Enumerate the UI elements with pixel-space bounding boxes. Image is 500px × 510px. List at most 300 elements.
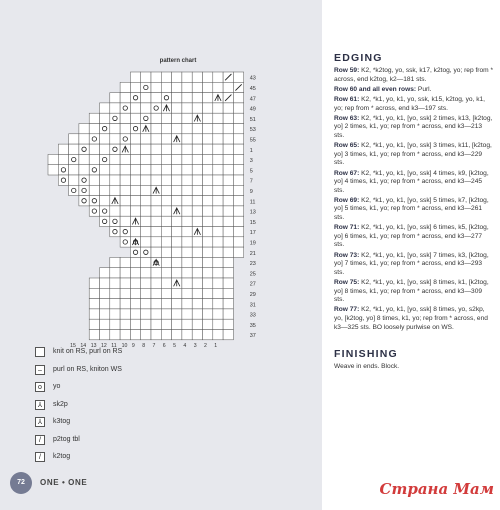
chart-col-label: 12 bbox=[101, 342, 107, 349]
chart-cell bbox=[223, 134, 233, 144]
chart-row-label: 51 bbox=[249, 116, 256, 123]
chart-cell bbox=[58, 175, 68, 185]
chart-cell bbox=[151, 206, 161, 216]
chart-cell bbox=[110, 154, 120, 164]
chart-cell bbox=[151, 288, 161, 298]
chart-row-label: 11 bbox=[249, 199, 256, 206]
chart-cell bbox=[203, 330, 213, 340]
edging-row bbox=[334, 279, 494, 305]
chart-cell bbox=[223, 196, 233, 206]
chart-cell bbox=[130, 103, 140, 113]
chart-cell bbox=[192, 309, 202, 319]
chart-cell bbox=[161, 319, 171, 329]
legend-label: sk2p bbox=[53, 400, 68, 408]
chart-cell bbox=[110, 103, 120, 113]
finishing-text: Weave in ends. Block. bbox=[334, 363, 400, 371]
chart-row-label: 25 bbox=[249, 271, 256, 278]
row-text: K2, *k1, yo, k1, [yo, ssk] 8 times, k1, [k2tog, yo] 8 times, k1, yo; rep from * across, end k3—309 sts. bbox=[334, 279, 489, 304]
chart-cell bbox=[172, 309, 182, 319]
chart-cell bbox=[141, 113, 151, 123]
chart-cell bbox=[151, 237, 161, 247]
chart-cell bbox=[120, 319, 130, 329]
legend-label: yo bbox=[53, 383, 61, 390]
chart-cell bbox=[213, 165, 223, 175]
chart-cell bbox=[141, 278, 151, 288]
chart-cell bbox=[192, 134, 202, 144]
chart-cell bbox=[213, 330, 223, 340]
chart-cell bbox=[161, 72, 171, 82]
legend-label: purl on RS, kniton WS bbox=[53, 365, 122, 373]
chart-cell bbox=[58, 144, 68, 154]
chart-cell bbox=[151, 134, 161, 144]
chart-cell bbox=[151, 278, 161, 288]
legend-item bbox=[35, 347, 235, 359]
chart-cell bbox=[120, 206, 130, 216]
chart-cell bbox=[182, 113, 192, 123]
chart-col-label: 7 bbox=[152, 342, 156, 349]
chart-cell bbox=[213, 288, 223, 298]
chart-cell bbox=[203, 103, 213, 113]
chart-cell bbox=[192, 124, 202, 134]
chart-cell bbox=[110, 113, 120, 123]
page-number: 72 bbox=[10, 472, 32, 494]
chart-cell bbox=[120, 278, 130, 288]
chart-cell bbox=[120, 288, 130, 298]
chart-cell bbox=[151, 247, 161, 257]
chart-cell bbox=[203, 196, 213, 206]
chart-cell bbox=[161, 175, 171, 185]
chart-cell bbox=[151, 93, 161, 103]
chart-cell bbox=[161, 93, 171, 103]
chart-row-label: 15 bbox=[249, 219, 256, 226]
chart-cell bbox=[110, 165, 120, 175]
chart-row-label: 55 bbox=[249, 137, 256, 144]
chart-cell bbox=[79, 196, 89, 206]
chart-row-label: 43 bbox=[249, 75, 256, 82]
chart-cell bbox=[161, 237, 171, 247]
chart-cell bbox=[110, 124, 120, 134]
chart-cell bbox=[161, 288, 171, 298]
row-label: Row 63: bbox=[334, 114, 360, 122]
chart-cell bbox=[192, 144, 202, 154]
chart-cell bbox=[110, 144, 120, 154]
chart-cell bbox=[130, 124, 140, 134]
chart-cell bbox=[192, 175, 202, 185]
chart-cell bbox=[213, 72, 223, 82]
chart-cell bbox=[192, 216, 202, 226]
chart-cell bbox=[130, 299, 140, 309]
chart-cell bbox=[213, 319, 223, 329]
chart-cell bbox=[100, 278, 110, 288]
chart-cell bbox=[110, 278, 120, 288]
chart-cell bbox=[120, 165, 130, 175]
chart-cell bbox=[141, 154, 151, 164]
chart-cell bbox=[172, 330, 182, 340]
chart-cell bbox=[79, 134, 89, 144]
legend-symbol-icon: o bbox=[35, 382, 45, 392]
chart-cell bbox=[110, 319, 120, 329]
chart-cell bbox=[223, 330, 233, 340]
legend-item bbox=[35, 382, 235, 394]
chart-cell bbox=[192, 288, 202, 298]
chart-cell bbox=[89, 196, 99, 206]
chart-cell bbox=[89, 175, 99, 185]
chart-cell bbox=[203, 93, 213, 103]
chart-col-label: 11 bbox=[111, 342, 117, 349]
chart-cell bbox=[141, 330, 151, 340]
instructions-column bbox=[334, 52, 494, 373]
chart-cell bbox=[182, 134, 192, 144]
chart-cell bbox=[192, 154, 202, 164]
chart-cell bbox=[130, 134, 140, 144]
chart-cell bbox=[172, 72, 182, 82]
legend-item bbox=[35, 417, 235, 429]
chart-cell bbox=[89, 165, 99, 175]
chart-cell bbox=[151, 216, 161, 226]
chart-cell bbox=[151, 72, 161, 82]
row-label: Row 69: bbox=[334, 196, 360, 204]
chart-cell bbox=[233, 237, 243, 247]
chart-cell bbox=[182, 268, 192, 278]
chart-cell bbox=[161, 299, 171, 309]
chart-cell bbox=[141, 185, 151, 195]
chart-cell bbox=[161, 268, 171, 278]
chart-cell bbox=[233, 206, 243, 216]
chart-cell bbox=[120, 82, 130, 92]
chart-cell bbox=[213, 82, 223, 92]
chart-cell bbox=[182, 185, 192, 195]
chart-cell bbox=[141, 299, 151, 309]
chart-cell bbox=[161, 257, 171, 267]
chart-cell bbox=[110, 216, 120, 226]
chart-cell bbox=[110, 185, 120, 195]
chart-cell bbox=[79, 154, 89, 164]
chart-cell bbox=[89, 144, 99, 154]
chart-cell bbox=[130, 330, 140, 340]
chart-cell bbox=[172, 113, 182, 123]
chart-cell bbox=[233, 134, 243, 144]
chart-cell bbox=[100, 165, 110, 175]
chart-cell bbox=[223, 299, 233, 309]
chart-cell bbox=[172, 247, 182, 257]
chart-cell bbox=[233, 185, 243, 195]
chart-title: pattern chart bbox=[159, 58, 197, 64]
chart-cell bbox=[151, 144, 161, 154]
row-label: Row 59: bbox=[334, 67, 360, 74]
chart-cell bbox=[130, 309, 140, 319]
chart-row-label: 1 bbox=[249, 147, 253, 154]
chart-cell bbox=[110, 268, 120, 278]
chart-cell bbox=[203, 113, 213, 123]
chart-cell bbox=[203, 72, 213, 82]
legend-symbol-icon: / bbox=[35, 452, 45, 462]
chart-cell bbox=[172, 216, 182, 226]
chart-cell bbox=[100, 309, 110, 319]
chart-cell bbox=[192, 268, 202, 278]
chart-cell bbox=[182, 299, 192, 309]
chart-cell bbox=[130, 206, 140, 216]
chart-col-label: 14 bbox=[80, 342, 87, 349]
finishing-heading: FINISHING bbox=[334, 348, 398, 361]
chart-cell bbox=[213, 196, 223, 206]
chart-cell bbox=[130, 185, 140, 195]
book-title: ONE • ONE bbox=[40, 478, 88, 487]
chart-cell bbox=[223, 227, 233, 237]
chart-cell bbox=[151, 319, 161, 329]
chart-cell bbox=[182, 257, 192, 267]
chart-cell bbox=[141, 93, 151, 103]
chart-cell bbox=[110, 175, 120, 185]
chart-cell bbox=[182, 206, 192, 216]
chart-cell bbox=[151, 309, 161, 319]
chart-cell bbox=[172, 268, 182, 278]
chart-cell bbox=[233, 124, 243, 134]
chart-cell bbox=[203, 319, 213, 329]
chart-cell bbox=[161, 82, 171, 92]
chart-cell bbox=[233, 175, 243, 185]
chart-cell bbox=[233, 154, 243, 164]
chart-cell bbox=[130, 268, 140, 278]
edging-row bbox=[334, 142, 494, 168]
chart-cell bbox=[100, 299, 110, 309]
chart-row-label: 9 bbox=[249, 189, 253, 196]
chart-cell bbox=[141, 257, 151, 267]
chart-cell bbox=[182, 175, 192, 185]
chart-cell bbox=[172, 237, 182, 247]
chart-cell bbox=[223, 309, 233, 319]
chart-cell bbox=[130, 93, 140, 103]
chart-row-label: 35 bbox=[249, 322, 256, 329]
row-label: Row 61: bbox=[334, 95, 360, 103]
chart-cell bbox=[130, 165, 140, 175]
chart-cell bbox=[58, 154, 68, 164]
chart-col-label: 6 bbox=[162, 342, 166, 349]
chart-cell bbox=[192, 93, 202, 103]
chart-row-label: 27 bbox=[249, 281, 256, 288]
chart-cell bbox=[79, 165, 89, 175]
chart-cell bbox=[182, 82, 192, 92]
chart-row-label: 47 bbox=[249, 96, 256, 103]
chart-cell bbox=[223, 319, 233, 329]
chart-cell bbox=[130, 72, 140, 82]
chart-row-label: 49 bbox=[249, 106, 256, 113]
chart-cell bbox=[141, 268, 151, 278]
chart-cell bbox=[141, 319, 151, 329]
chart-cell bbox=[100, 288, 110, 298]
chart-cell bbox=[89, 154, 99, 164]
chart-cell bbox=[69, 185, 79, 195]
chart-cell bbox=[233, 93, 243, 103]
chart-col-label: 13 bbox=[90, 342, 97, 349]
chart-cell bbox=[100, 154, 110, 164]
chart-cell bbox=[120, 309, 130, 319]
chart-cell bbox=[141, 82, 151, 92]
chart-cell bbox=[110, 93, 120, 103]
chart-cell bbox=[233, 72, 243, 82]
chart-cell bbox=[172, 299, 182, 309]
chart-cell bbox=[213, 278, 223, 288]
chart-cell bbox=[161, 144, 171, 154]
chart-cell bbox=[213, 227, 223, 237]
watermark-logo: Страна Мам bbox=[379, 480, 494, 498]
chart-cell bbox=[172, 319, 182, 329]
chart-cell bbox=[141, 237, 151, 247]
chart-cell bbox=[110, 206, 120, 216]
chart-cell bbox=[89, 330, 99, 340]
chart-row-label: 3 bbox=[249, 158, 253, 165]
chart-cell bbox=[213, 185, 223, 195]
row-text: K2, *k1, yo, k1, [yo, ssk] 8 times, yo, s2kp, yo, [k2tog, yo] 8 times, k1, yo; rep from * across, end k3—325 sts. BO loosely purlwise on WS. bbox=[334, 306, 488, 331]
chart-cell bbox=[130, 257, 140, 267]
chart-cell bbox=[69, 175, 79, 185]
legend-symbol-icon: – bbox=[35, 365, 45, 375]
chart-cell bbox=[141, 227, 151, 237]
chart-cell bbox=[192, 72, 202, 82]
chart-cell bbox=[161, 309, 171, 319]
edging-row bbox=[334, 224, 494, 250]
pattern-chart bbox=[40, 68, 272, 349]
edging-row bbox=[334, 197, 494, 223]
chart-row-label: 31 bbox=[249, 302, 256, 309]
chart-cell bbox=[192, 165, 202, 175]
chart-cell bbox=[223, 237, 233, 247]
chart-cell bbox=[192, 206, 202, 216]
chart-cell bbox=[213, 124, 223, 134]
row-label: Row 60 and all even rows: bbox=[334, 85, 417, 93]
chart-cell bbox=[223, 257, 233, 267]
chart-cell bbox=[182, 319, 192, 329]
chart-row-label: 21 bbox=[249, 250, 256, 257]
chart-cell bbox=[151, 82, 161, 92]
chart-cell bbox=[203, 216, 213, 226]
chart-cell bbox=[151, 124, 161, 134]
chart-cell bbox=[213, 247, 223, 257]
chart-cell bbox=[172, 144, 182, 154]
chart-cell bbox=[182, 72, 192, 82]
row-text: K2, *k1, yo, k1, [yo, ssk] 2 times, k13, [k2tog, yo] 2 times, k1, yo; rep from * across, end k3—213 sts. bbox=[334, 114, 493, 139]
chart-cell bbox=[213, 257, 223, 267]
chart-cell bbox=[203, 227, 213, 237]
chart-cell bbox=[141, 165, 151, 175]
chart-cell bbox=[223, 103, 233, 113]
chart-row-label: 29 bbox=[249, 292, 256, 299]
chart-col-label: 5 bbox=[173, 342, 176, 349]
chart-cell bbox=[151, 330, 161, 340]
chart-cell bbox=[172, 103, 182, 113]
chart-cell bbox=[203, 247, 213, 257]
chart-cell bbox=[110, 299, 120, 309]
edging-row bbox=[334, 306, 494, 332]
edging-row bbox=[334, 67, 494, 84]
chart-cell bbox=[192, 185, 202, 195]
chart-cell bbox=[161, 206, 171, 216]
chart-cell bbox=[89, 185, 99, 195]
chart-cell bbox=[182, 278, 192, 288]
row-text: K2, *k1, yo, k1, yo, ssk, k15, k2tog, yo, k1, yo; rep from * across, end k3—197 sts. bbox=[334, 95, 485, 112]
chart-cell bbox=[100, 330, 110, 340]
chart-cell bbox=[192, 319, 202, 329]
chart-cell bbox=[172, 82, 182, 92]
chart-cell bbox=[120, 93, 130, 103]
chart-cell bbox=[182, 154, 192, 164]
legend-item bbox=[35, 400, 235, 412]
chart-cell bbox=[233, 216, 243, 226]
chart-cell bbox=[182, 247, 192, 257]
chart-cell bbox=[213, 103, 223, 113]
chart-cell bbox=[79, 124, 89, 134]
chart-cell bbox=[182, 227, 192, 237]
chart-cell bbox=[100, 196, 110, 206]
chart-cell bbox=[161, 247, 171, 257]
chart-cell bbox=[58, 165, 68, 175]
row-text: K2, *k1, yo, k1, [yo, ssk] 4 times, k9, [k2tog, yo] 4 times, k1, yo; rep from * across, end k3—245 sts. bbox=[334, 169, 489, 194]
chart-cell bbox=[141, 134, 151, 144]
chart-cell bbox=[110, 134, 120, 144]
chart-cell bbox=[69, 154, 79, 164]
chart-row-label: 13 bbox=[249, 209, 256, 216]
chart-cell bbox=[182, 288, 192, 298]
chart-cell bbox=[203, 124, 213, 134]
chart-cell bbox=[120, 196, 130, 206]
edging-row bbox=[334, 115, 494, 141]
legend-label: k3tog bbox=[53, 418, 71, 425]
chart-cell bbox=[89, 124, 99, 134]
chart-cell bbox=[192, 237, 202, 247]
chart-cell bbox=[141, 288, 151, 298]
chart-cell bbox=[130, 319, 140, 329]
chart-cell bbox=[223, 288, 233, 298]
chart-cell bbox=[69, 165, 79, 175]
chart-cell bbox=[100, 206, 110, 216]
chart-cell bbox=[213, 154, 223, 164]
chart-cell bbox=[110, 288, 120, 298]
chart-cell bbox=[130, 82, 140, 92]
chart-cell bbox=[182, 216, 192, 226]
chart-cell bbox=[213, 299, 223, 309]
chart-cell bbox=[141, 247, 151, 257]
chart-cell bbox=[161, 227, 171, 237]
chart-cell bbox=[233, 103, 243, 113]
chart-cell bbox=[161, 165, 171, 175]
chart-cell bbox=[223, 185, 233, 195]
chart-cell bbox=[213, 216, 223, 226]
edging-row bbox=[334, 252, 494, 278]
chart-cell bbox=[192, 299, 202, 309]
chart-cell bbox=[120, 154, 130, 164]
legend-item bbox=[35, 435, 235, 447]
chart-cell bbox=[110, 309, 120, 319]
chart-cell bbox=[89, 134, 99, 144]
chart-cell bbox=[69, 144, 79, 154]
chart-cell bbox=[203, 257, 213, 267]
chart-cell bbox=[223, 216, 233, 226]
legend-label: knit on RS, purl on RS bbox=[53, 348, 123, 355]
edging-rows bbox=[334, 67, 494, 332]
chart-cell bbox=[120, 330, 130, 340]
chart-cell bbox=[120, 257, 130, 267]
legend-item bbox=[35, 365, 235, 377]
chart-cell bbox=[172, 288, 182, 298]
chart-row-label: 45 bbox=[249, 86, 256, 93]
legend-label: k2tog bbox=[53, 453, 71, 460]
chart-cell bbox=[120, 216, 130, 226]
chart-row-label: 19 bbox=[249, 240, 256, 247]
chart-cell bbox=[192, 82, 202, 92]
chart-cell bbox=[130, 196, 140, 206]
chart-col-label: 1 bbox=[214, 342, 218, 349]
chart-cell bbox=[89, 278, 99, 288]
chart-col-label: 4 bbox=[183, 342, 187, 349]
